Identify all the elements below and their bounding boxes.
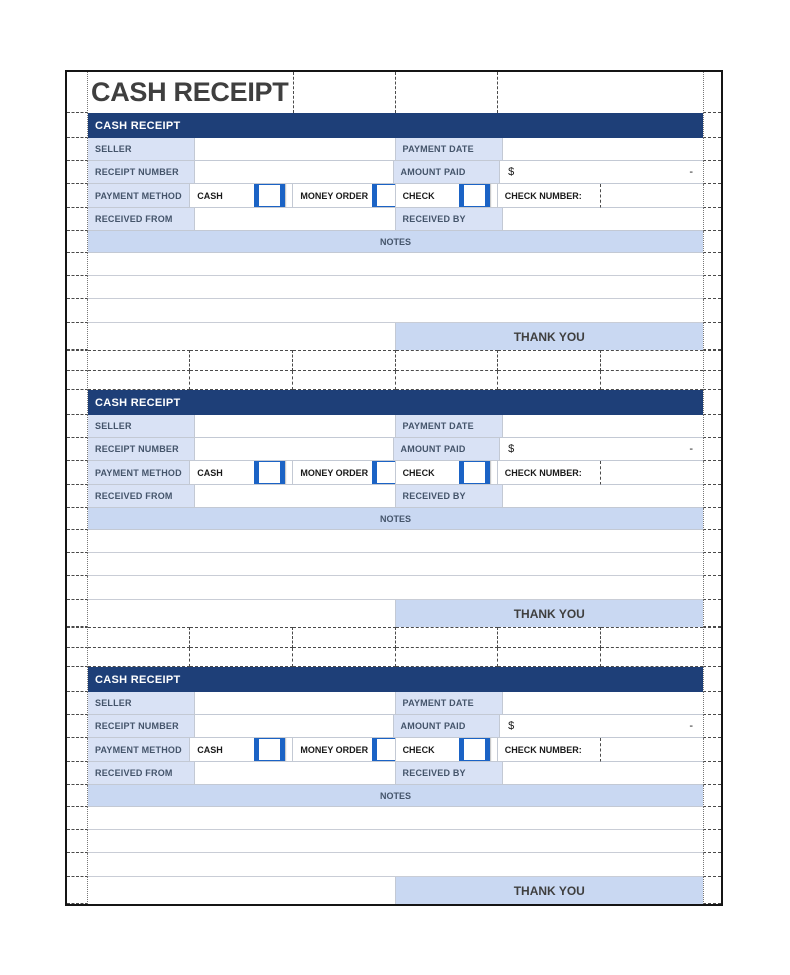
grid-cell — [190, 627, 293, 648]
seller-row — [67, 138, 721, 161]
title-row — [67, 72, 721, 113]
gridline-rail-left — [67, 113, 88, 138]
notes-header: NOTES — [88, 508, 703, 530]
page-title: CASH RECEIPT — [91, 77, 289, 107]
amount-paid-label: AMOUNT PAID — [394, 438, 501, 461]
money-order-label: MONEY ORDER — [300, 467, 369, 478]
receipt-number-value-cell[interactable] — [195, 715, 394, 738]
currency-symbol: $ — [508, 443, 515, 455]
received-by-value-cell[interactable] — [503, 762, 703, 785]
check-option-cell — [396, 184, 498, 208]
notes-input-line[interactable] — [88, 299, 703, 323]
notes-input-line[interactable] — [88, 530, 703, 553]
thank-you-banner: THANK YOU — [396, 600, 703, 627]
received-from-label: RECEIVED FROM — [88, 208, 195, 231]
received-row — [67, 485, 721, 508]
payment-date-label: PAYMENT DATE — [396, 138, 503, 161]
payment-method-label: PAYMENT METHOD — [88, 461, 190, 485]
gridline-rail-left — [67, 390, 88, 415]
amount-placeholder: - — [689, 720, 693, 732]
received-from-label: RECEIVED FROM — [88, 485, 195, 508]
notes-blank-row — [67, 553, 721, 576]
thank-you-banner: THANK YOU — [396, 323, 703, 350]
grid-gap-row — [67, 648, 721, 667]
received-from-value-cell[interactable] — [195, 485, 395, 508]
grid-gap-row — [67, 350, 721, 371]
payment-method-row — [67, 738, 721, 762]
seller-value-cell[interactable] — [195, 692, 395, 715]
gridline-rail-right — [703, 72, 721, 113]
thank-you-row — [67, 600, 721, 627]
notes-blank-row — [67, 807, 721, 830]
grid-cell — [190, 350, 293, 371]
grid-cell — [190, 648, 293, 667]
receipt-number-label: RECEIPT NUMBER — [88, 438, 195, 461]
amount-placeholder: - — [689, 166, 693, 178]
cash-checkbox[interactable] — [254, 738, 285, 762]
received-row — [67, 208, 721, 231]
receipt-sheet — [65, 70, 723, 906]
payment-date-label: PAYMENT DATE — [396, 692, 503, 715]
receipt-number-row — [67, 438, 721, 461]
notes-input-line[interactable] — [88, 253, 703, 276]
received-by-label: RECEIVED BY — [396, 485, 503, 508]
gridline-rail-right — [703, 390, 721, 415]
payment-method-label: PAYMENT METHOD — [88, 738, 190, 762]
gridline-rail-right — [703, 667, 721, 692]
grid-cell — [396, 350, 498, 371]
seller-value-cell[interactable] — [195, 138, 395, 161]
money-order-checkbox[interactable] — [372, 461, 395, 485]
check-number-input-cell[interactable] — [601, 738, 703, 762]
check-option-cell — [396, 738, 498, 762]
cash-option-cell — [190, 461, 293, 485]
notes-header-row — [67, 231, 721, 253]
received-from-label: RECEIVED FROM — [88, 762, 195, 785]
currency-symbol: $ — [508, 166, 515, 178]
received-from-value-cell[interactable] — [195, 762, 395, 785]
seller-row — [67, 415, 721, 438]
grid-cell — [601, 648, 703, 667]
notes-blank-row — [67, 253, 721, 276]
notes-blank-row — [67, 830, 721, 853]
received-by-value-cell[interactable] — [503, 208, 703, 231]
grid-gap-row — [67, 627, 721, 648]
receipt-number-label: RECEIPT NUMBER — [88, 715, 195, 738]
receipt-number-label: RECEIPT NUMBER — [88, 161, 195, 184]
notes-input-line[interactable] — [88, 807, 703, 830]
amount-paid-value-cell[interactable] — [500, 161, 703, 184]
grid-cell — [88, 627, 190, 648]
cash-label: CASH — [197, 744, 223, 755]
section-header-bar: CASH RECEIPT — [88, 667, 703, 692]
grid-cell — [293, 627, 395, 648]
notes-blank-row — [67, 576, 721, 600]
received-by-label: RECEIVED BY — [396, 208, 503, 231]
grid-cell — [190, 371, 293, 390]
gridline-rail-right — [703, 113, 721, 138]
grid-cell — [293, 350, 395, 371]
money-order-checkbox[interactable] — [372, 738, 395, 762]
notes-input-line[interactable] — [88, 853, 703, 877]
thank-you-spacer — [88, 877, 396, 904]
gridline-divider — [395, 72, 396, 113]
money-order-label: MONEY ORDER — [300, 190, 369, 201]
notes-input-line[interactable] — [88, 830, 703, 853]
seller-label: SELLER — [88, 138, 195, 161]
seller-row — [67, 692, 721, 715]
cash-label: CASH — [197, 467, 223, 478]
notes-header-row — [67, 508, 721, 530]
amount-paid-label: AMOUNT PAID — [394, 715, 501, 738]
grid-cell — [88, 371, 190, 390]
money-order-option-cell — [293, 184, 395, 208]
amount-paid-label: AMOUNT PAID — [394, 161, 501, 184]
seller-value-cell[interactable] — [195, 415, 395, 438]
check-checkbox[interactable] — [459, 461, 490, 485]
check-option-cell — [396, 461, 498, 485]
receipt-number-value-cell[interactable] — [195, 438, 394, 461]
grid-cell — [601, 350, 703, 371]
grid-gap-row — [67, 371, 721, 390]
notes-blank-row — [67, 853, 721, 877]
notes-header: NOTES — [88, 231, 703, 253]
thank-you-banner: THANK YOU — [396, 877, 703, 904]
gridline-divider — [497, 72, 498, 113]
section-header-row — [67, 113, 721, 138]
payment-date-label: PAYMENT DATE — [396, 415, 503, 438]
check-label: CHECK — [402, 467, 435, 478]
check-number-label-cell: CHECK NUMBER: — [498, 461, 601, 485]
amount-paid-value-cell[interactable] — [500, 438, 703, 461]
money-order-option-cell — [293, 738, 395, 762]
grid-cell — [498, 627, 601, 648]
cash-label: CASH — [197, 190, 223, 201]
cash-checkbox[interactable] — [254, 184, 285, 208]
grid-cell — [88, 648, 190, 667]
notes-input-line[interactable] — [88, 576, 703, 600]
money-order-label: MONEY ORDER — [300, 744, 369, 755]
notes-blank-row — [67, 530, 721, 553]
cash-checkbox[interactable] — [254, 461, 285, 485]
money-order-checkbox[interactable] — [372, 184, 395, 208]
section-header-row — [67, 390, 721, 415]
thank-you-row — [67, 877, 721, 904]
check-label: CHECK — [402, 190, 435, 201]
check-number-input-cell[interactable] — [601, 461, 703, 485]
check-number-label-cell: CHECK NUMBER: — [498, 738, 601, 762]
notes-header-row — [67, 785, 721, 807]
section-header-row — [67, 667, 721, 692]
amount-placeholder: - — [689, 443, 693, 455]
check-number-label-cell: CHECK NUMBER: — [498, 184, 601, 208]
check-checkbox[interactable] — [459, 738, 490, 762]
grid-cell — [498, 648, 601, 667]
payment-method-row — [67, 461, 721, 485]
cash-option-cell — [190, 184, 293, 208]
seller-label: SELLER — [88, 415, 195, 438]
grid-cell — [601, 627, 703, 648]
notes-header: NOTES — [88, 785, 703, 807]
check-number-input-cell[interactable] — [601, 184, 703, 208]
cash-option-cell — [190, 738, 293, 762]
notes-input-line[interactable] — [88, 553, 703, 576]
thank-you-spacer — [88, 600, 396, 627]
gridline-divider — [293, 72, 294, 113]
gridline-rail-left — [67, 72, 88, 113]
section-header-bar: CASH RECEIPT — [88, 390, 703, 415]
gridline-rail-left — [67, 667, 88, 692]
section-header-bar: CASH RECEIPT — [88, 113, 703, 138]
grid-cell — [601, 371, 703, 390]
grid-cell — [498, 371, 601, 390]
seller-label: SELLER — [88, 692, 195, 715]
grid-cell — [88, 350, 190, 371]
amount-paid-value-cell[interactable] — [500, 715, 703, 738]
received-from-value-cell[interactable] — [195, 208, 395, 231]
thank-you-row — [67, 323, 721, 350]
notes-blank-row — [67, 276, 721, 299]
receipt-number-row — [67, 161, 721, 184]
payment-date-value-cell[interactable] — [503, 415, 703, 438]
notes-blank-row — [67, 299, 721, 323]
check-checkbox[interactable] — [459, 184, 490, 208]
currency-symbol: $ — [508, 720, 515, 732]
grid-cell — [293, 648, 395, 667]
check-label: CHECK — [402, 744, 435, 755]
grid-cell — [498, 350, 601, 371]
received-row — [67, 762, 721, 785]
payment-method-label: PAYMENT METHOD — [88, 184, 190, 208]
thank-you-spacer — [88, 323, 396, 350]
payment-method-row — [67, 184, 721, 208]
grid-cell — [293, 371, 395, 390]
notes-input-line[interactable] — [88, 276, 703, 299]
payment-date-value-cell[interactable] — [503, 138, 703, 161]
grid-cell — [396, 648, 498, 667]
receipt-number-value-cell[interactable] — [195, 161, 394, 184]
grid-cell — [396, 627, 498, 648]
grid-cell — [396, 371, 498, 390]
payment-date-value-cell[interactable] — [503, 692, 703, 715]
received-by-label: RECEIVED BY — [396, 762, 503, 785]
money-order-option-cell — [293, 461, 395, 485]
receipt-number-row — [67, 715, 721, 738]
received-by-value-cell[interactable] — [503, 485, 703, 508]
